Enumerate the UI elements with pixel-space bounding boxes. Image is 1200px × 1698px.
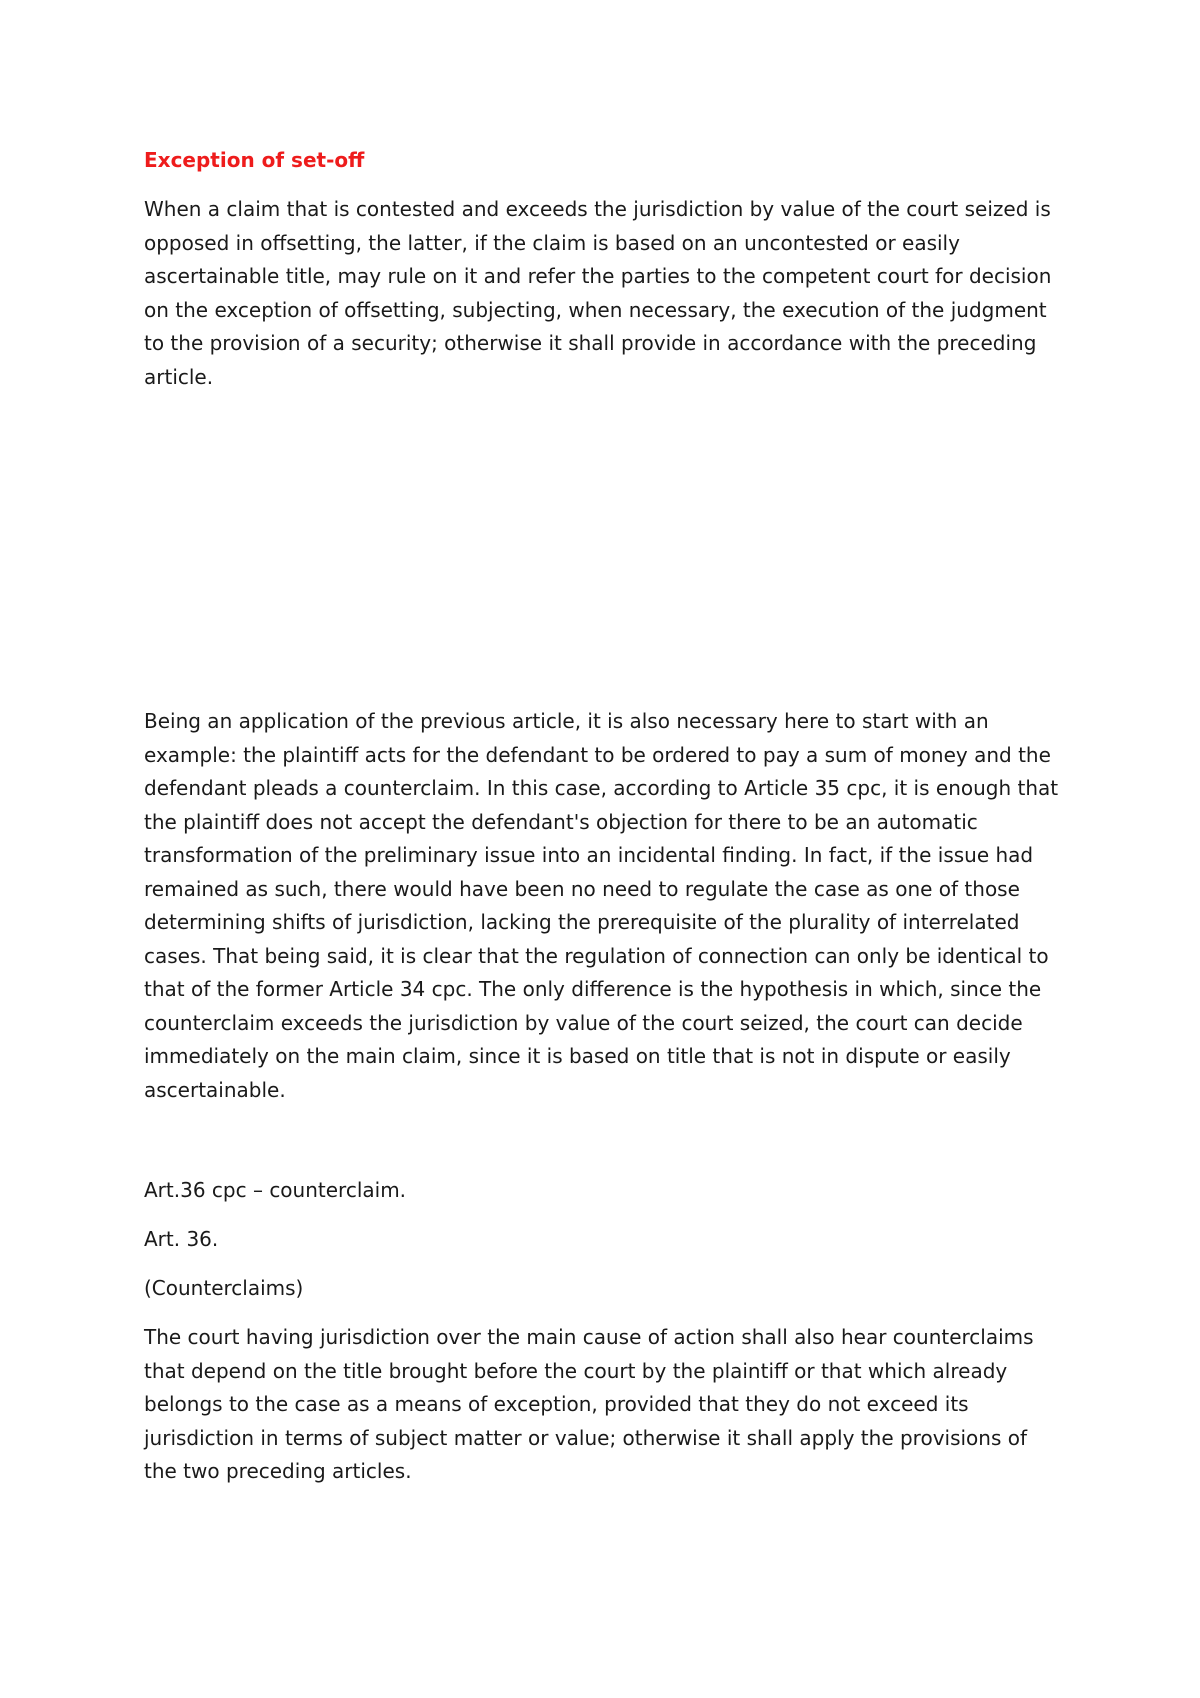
section-heading: Exception of set-off [144, 148, 365, 172]
paragraph-set-off-rule: When a claim that is contested and exceeds the jurisdiction by value of the court seized is opposed in offsetting, the latter, if the claim is based on an uncontested or easily ascertainable title, may rule on it and refer the parties to the competent court for decision on the exception of offsetting, subjecting, when necessary, the execution of the judgment to the provision of a security; otherwise it shall provide in accordance with the preceding article. [144, 197, 1052, 389]
article-number: Art. 36. [144, 1227, 219, 1251]
article-heading: Art.36 cpc – counterclaim. [144, 1178, 407, 1202]
paragraph-counterclaims-rule: The court having jurisdiction over the main cause of action shall also hear counterclaims that depend on the title brought before the court by the plaintiff or that which already belongs to the case as a means of exception, provided that they do not exceed its jurisdiction in terms of subject matter or value; otherwise it shall apply the provisions of the two preceding articles. [144, 1325, 1034, 1483]
article-title: (Counterclaims) [144, 1276, 304, 1300]
paragraph-commentary: Being an application of the previous article, it is also necessary here to start with an example: the plaintiff acts for the defendant to be ordered to pay a sum of money and the defendant pleads a counterclaim. In this case, according to Article 35 cpc, it is enough that the plaintiff does not accept the defendant's objection for there to be an automatic transformation of the preliminary issue into an incidental finding. In fact, if the issue had remained as such, there would have been no need to regulate the case as one of those determining shifts of jurisdiction, lacking the prerequisite of the plurality of interrelated cases. That being said, it is clear that the regulation of connection can only be identical to that of the former Article 34 cpc. The only difference is the hypothesis in which, since the counterclaim exceeds the jurisdiction by value of the court seized, the court can decide immediately on the main claim, since it is based on title that is not in dispute or easily ascertainable. [144, 709, 1059, 1102]
